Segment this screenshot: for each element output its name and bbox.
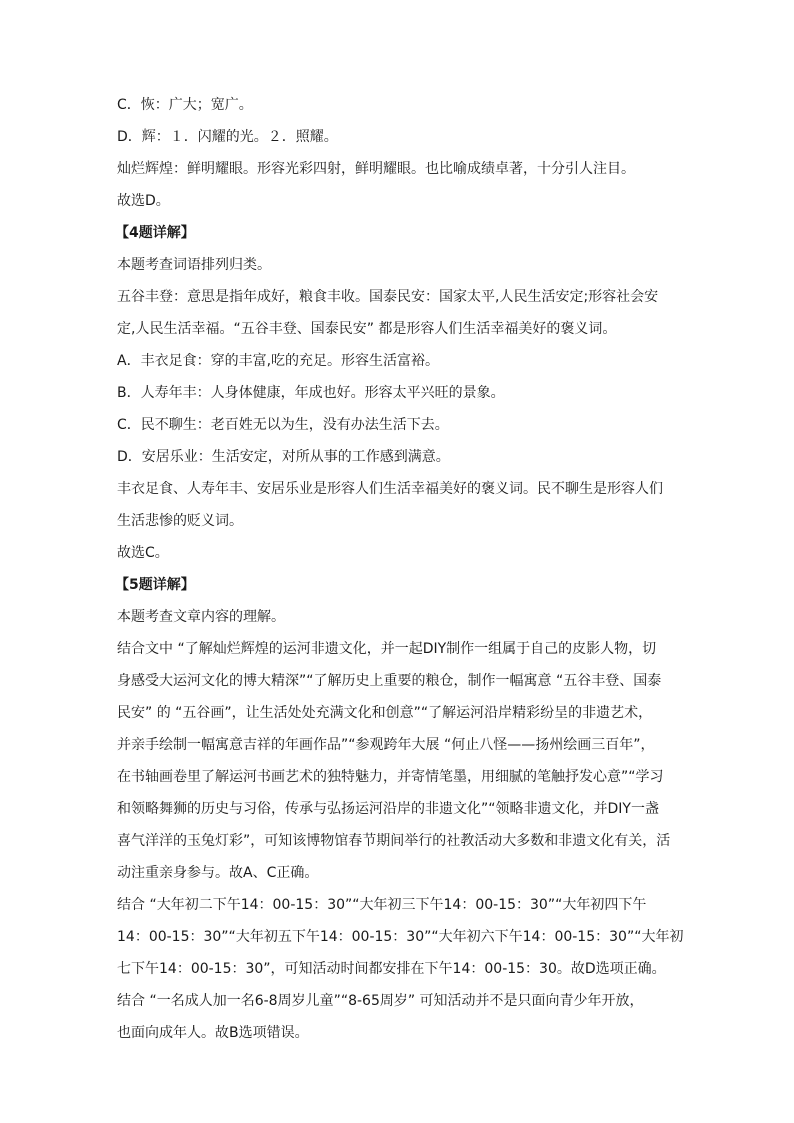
text-line-q5-intro: 本题考查文章内容的理解。	[117, 609, 285, 625]
text-line-q4-option-b: B．人寿年丰：人身体健康，年成也好。形容太平兴旺的景象。	[117, 385, 505, 401]
text-line-q5-para1-1: 结合文中 “了解灿烂辉煌的运河非遗文化，并一起DIY制作一组属于自己的皮影人物，切	[117, 641, 657, 657]
text-line-q5-para1-4: 并亲手绘制一幅寓意吉祥的年画作品”“参观跨年大展 “何止八怪——扬州绘画三百年”，	[117, 737, 655, 753]
text-line-q5-para1-3: 民安” 的 “五谷画”，让生活处处充满文化和创意”“了解运河沿岸精彩纷呈的非遗艺术，	[117, 705, 653, 721]
text-line-q5-para1-2: 身感受大运河文化的博大精深”“了解历史上重要的粮仓，制作一幅寓意 “五谷丰登、国泰	[117, 673, 662, 689]
text-line-q5-para2-1: 结合 “大年初二下午14：00-15：30”“大年初三下午14：00-15：30”“大年初四下午	[117, 897, 647, 913]
text-line-q5-para3-1: 结合 “一名成人加一名6-8周岁儿童”“8-65周岁” 可知活动并不是只面向青少年开放，	[117, 993, 644, 1009]
section-heading-4: 【4题详解】	[115, 225, 195, 241]
text-line-answer-3: 故选D。	[117, 193, 170, 209]
text-line-q5-para1-5: 在书轴画卷里了解运河书画艺术的独特魅力，并寄情笔墨，用细腻的笔触抒发心意”“学习	[117, 769, 664, 785]
text-line-q5-para2-2: 14：00-15：30”“大年初五下午14：00-15：30”“大年初六下午14：00-15：30”“大年初	[117, 929, 684, 945]
text-line-q5-para2-3: 七下午14：00-15：30”，可知活动时间都安排在下午14：00-15：30。故D选项正确。	[117, 961, 666, 977]
text-line-q4-summary: 丰衣足食、人寿年丰、安居乐业是形容人们生活幸福美好的褒义词。民不聊生是形容人们	[117, 481, 663, 497]
document-page	[117, 95, 682, 1055]
text-line-answer-4: 故选C。	[117, 545, 169, 561]
text-line-option-d: D．辉：１．闪耀的光。２．照耀。	[117, 129, 338, 145]
text-line-q4-option-a: A．丰衣足食：穿的丰富,吃的充足。形容生活富裕。	[117, 353, 440, 369]
text-line-q5-para1-7: 喜气洋洋的玉兔灯彩”，可知该博物馆春节期间举行的社教活动大多数和非遗文化有关，活	[117, 833, 671, 849]
text-line-q4-para1-cont: 定,人民生活幸福。“五谷丰登、国泰民安” 都是形容人们生活幸福美好的褒义词。	[117, 321, 617, 337]
text-line-definition: 灿烂辉煌：鲜明耀眼。形容光彩四射，鲜明耀眼。也比喻成绩卓著，十分引人注目。	[117, 161, 635, 177]
text-line-q5-para3-2: 也面向成年人。故B选项错误。	[117, 1025, 309, 1041]
text-line-q4-summary-cont: 生活悲惨的贬义词。	[117, 513, 243, 529]
section-heading-5: 【5题详解】	[115, 577, 195, 593]
text-line-q4-para1: 五谷丰登：意思是指年成好，粮食丰收。国泰民安：国家太平,人民生活安定;形容社会安	[117, 289, 659, 305]
text-line-q4-intro: 本题考查词语排列归类。	[117, 257, 271, 273]
text-line-option-c: C．恢：广大；宽广。	[117, 97, 253, 113]
text-line-q4-option-c: C．民不聊生：老百姓无以为生，没有办法生活下去。	[117, 417, 449, 433]
text-line-q5-para1-8: 动注重亲身参与。故A、C正确。	[117, 865, 319, 881]
text-line-q5-para1-6: 和领略舞狮的历史与习俗，传承与弘扬运河沿岸的非遗文化”“领略非遗文化，并DIY一盏	[117, 801, 659, 817]
text-line-q4-option-d: D．安居乐业：生活安定，对所从事的工作感到满意。	[117, 449, 450, 465]
